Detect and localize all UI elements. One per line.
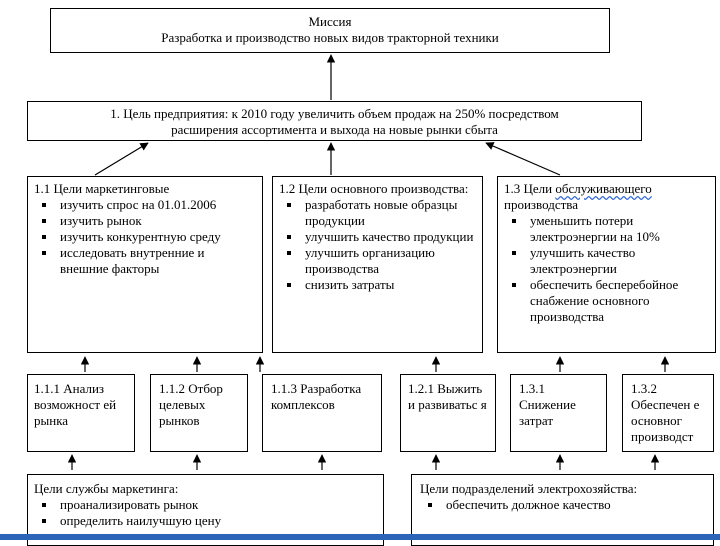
arrow-marketing-to-goal [95, 143, 148, 175]
subgoal-label: 1.3.1 Снижение затрат [519, 381, 576, 428]
subgoal-label: 1.3.2 Обеспечен е основног производст [631, 381, 700, 444]
list-item: обеспечить должное качество [420, 497, 705, 513]
service-goals-list [504, 213, 709, 325]
enterprise-goal-box [27, 101, 642, 141]
marketing-goals-list [34, 197, 256, 277]
service-goals-title [504, 181, 709, 213]
list-item: уменьшить потери электроэнергии на 10% [504, 213, 709, 245]
subgoal-label: 1.2.1 Выжить и развиватьс я [408, 381, 487, 412]
subgoal-label: 1.1.3 Разработка комплексов [271, 381, 362, 412]
mission-box [50, 8, 610, 53]
production-goals-title: 1.2 Цели основного производства: [279, 181, 469, 196]
enterprise-goal-line1: 1. Цель предприятия: к 2010 году увеличить объем продаж на 250% посредством [110, 106, 559, 121]
list-item: снизить затраты [279, 277, 476, 293]
service-goals-title-suffix: производства [504, 197, 579, 212]
marketing-goals-box [27, 176, 263, 353]
subgoal-1-1-3 [262, 374, 382, 452]
subgoal-1-2-1 [400, 374, 496, 452]
list-item: улучшить качество продукции [279, 229, 476, 245]
enterprise-goal-line2: расширения ассортимента и выхода на новые рынки сбыта [171, 122, 498, 137]
list-item: обеспечить бесперебойное снабжение основного производства [504, 277, 709, 325]
service-goals-title-wavy: обслуживающего [555, 181, 652, 196]
subgoal-1-1-2 [150, 374, 248, 452]
service-goals-title-prefix: 1.3 Цели [504, 181, 556, 196]
subgoal-label: 1.1.1 Анализ возможност ей рынка [34, 381, 117, 428]
list-item: изучить конкурентную среду [34, 229, 256, 245]
electro-dept-list [420, 497, 705, 513]
mission-text: Разработка и производство новых видов тракторной техники [161, 30, 499, 45]
marketing-dept-title: Цели службы маркетинга: [34, 481, 179, 496]
arrow-service-to-goal [486, 143, 560, 175]
subgoal-label: 1.1.2 Отбор целевых рынков [159, 381, 223, 428]
production-goals-box [272, 176, 483, 353]
subgoal-1-3-2 [622, 374, 714, 452]
marketing-dept-list [34, 497, 377, 529]
list-item: разработать новые образцы продукции [279, 197, 476, 229]
subgoal-1-3-1 [510, 374, 607, 452]
production-goals-list [279, 197, 476, 293]
list-item: проанализировать рынок [34, 497, 377, 513]
list-item: улучшить организацию производства [279, 245, 476, 277]
list-item: изучить рынок [34, 213, 256, 229]
slide-accent-bar [0, 534, 720, 540]
list-item: исследовать внутренние и внешние факторы [34, 245, 256, 277]
subgoal-1-1-1 [27, 374, 135, 452]
electro-dept-title: Цели подразделений электрохозяйства: [420, 481, 638, 496]
list-item: определить наилучшую цену [34, 513, 377, 529]
mission-title: Миссия [308, 14, 352, 29]
list-item: изучить спрос на 01.01.2006 [34, 197, 256, 213]
service-goals-box [497, 176, 716, 353]
marketing-goals-title: 1.1 Цели маркетинговые [34, 181, 170, 196]
list-item: улучшить качество электроэнергии [504, 245, 709, 277]
